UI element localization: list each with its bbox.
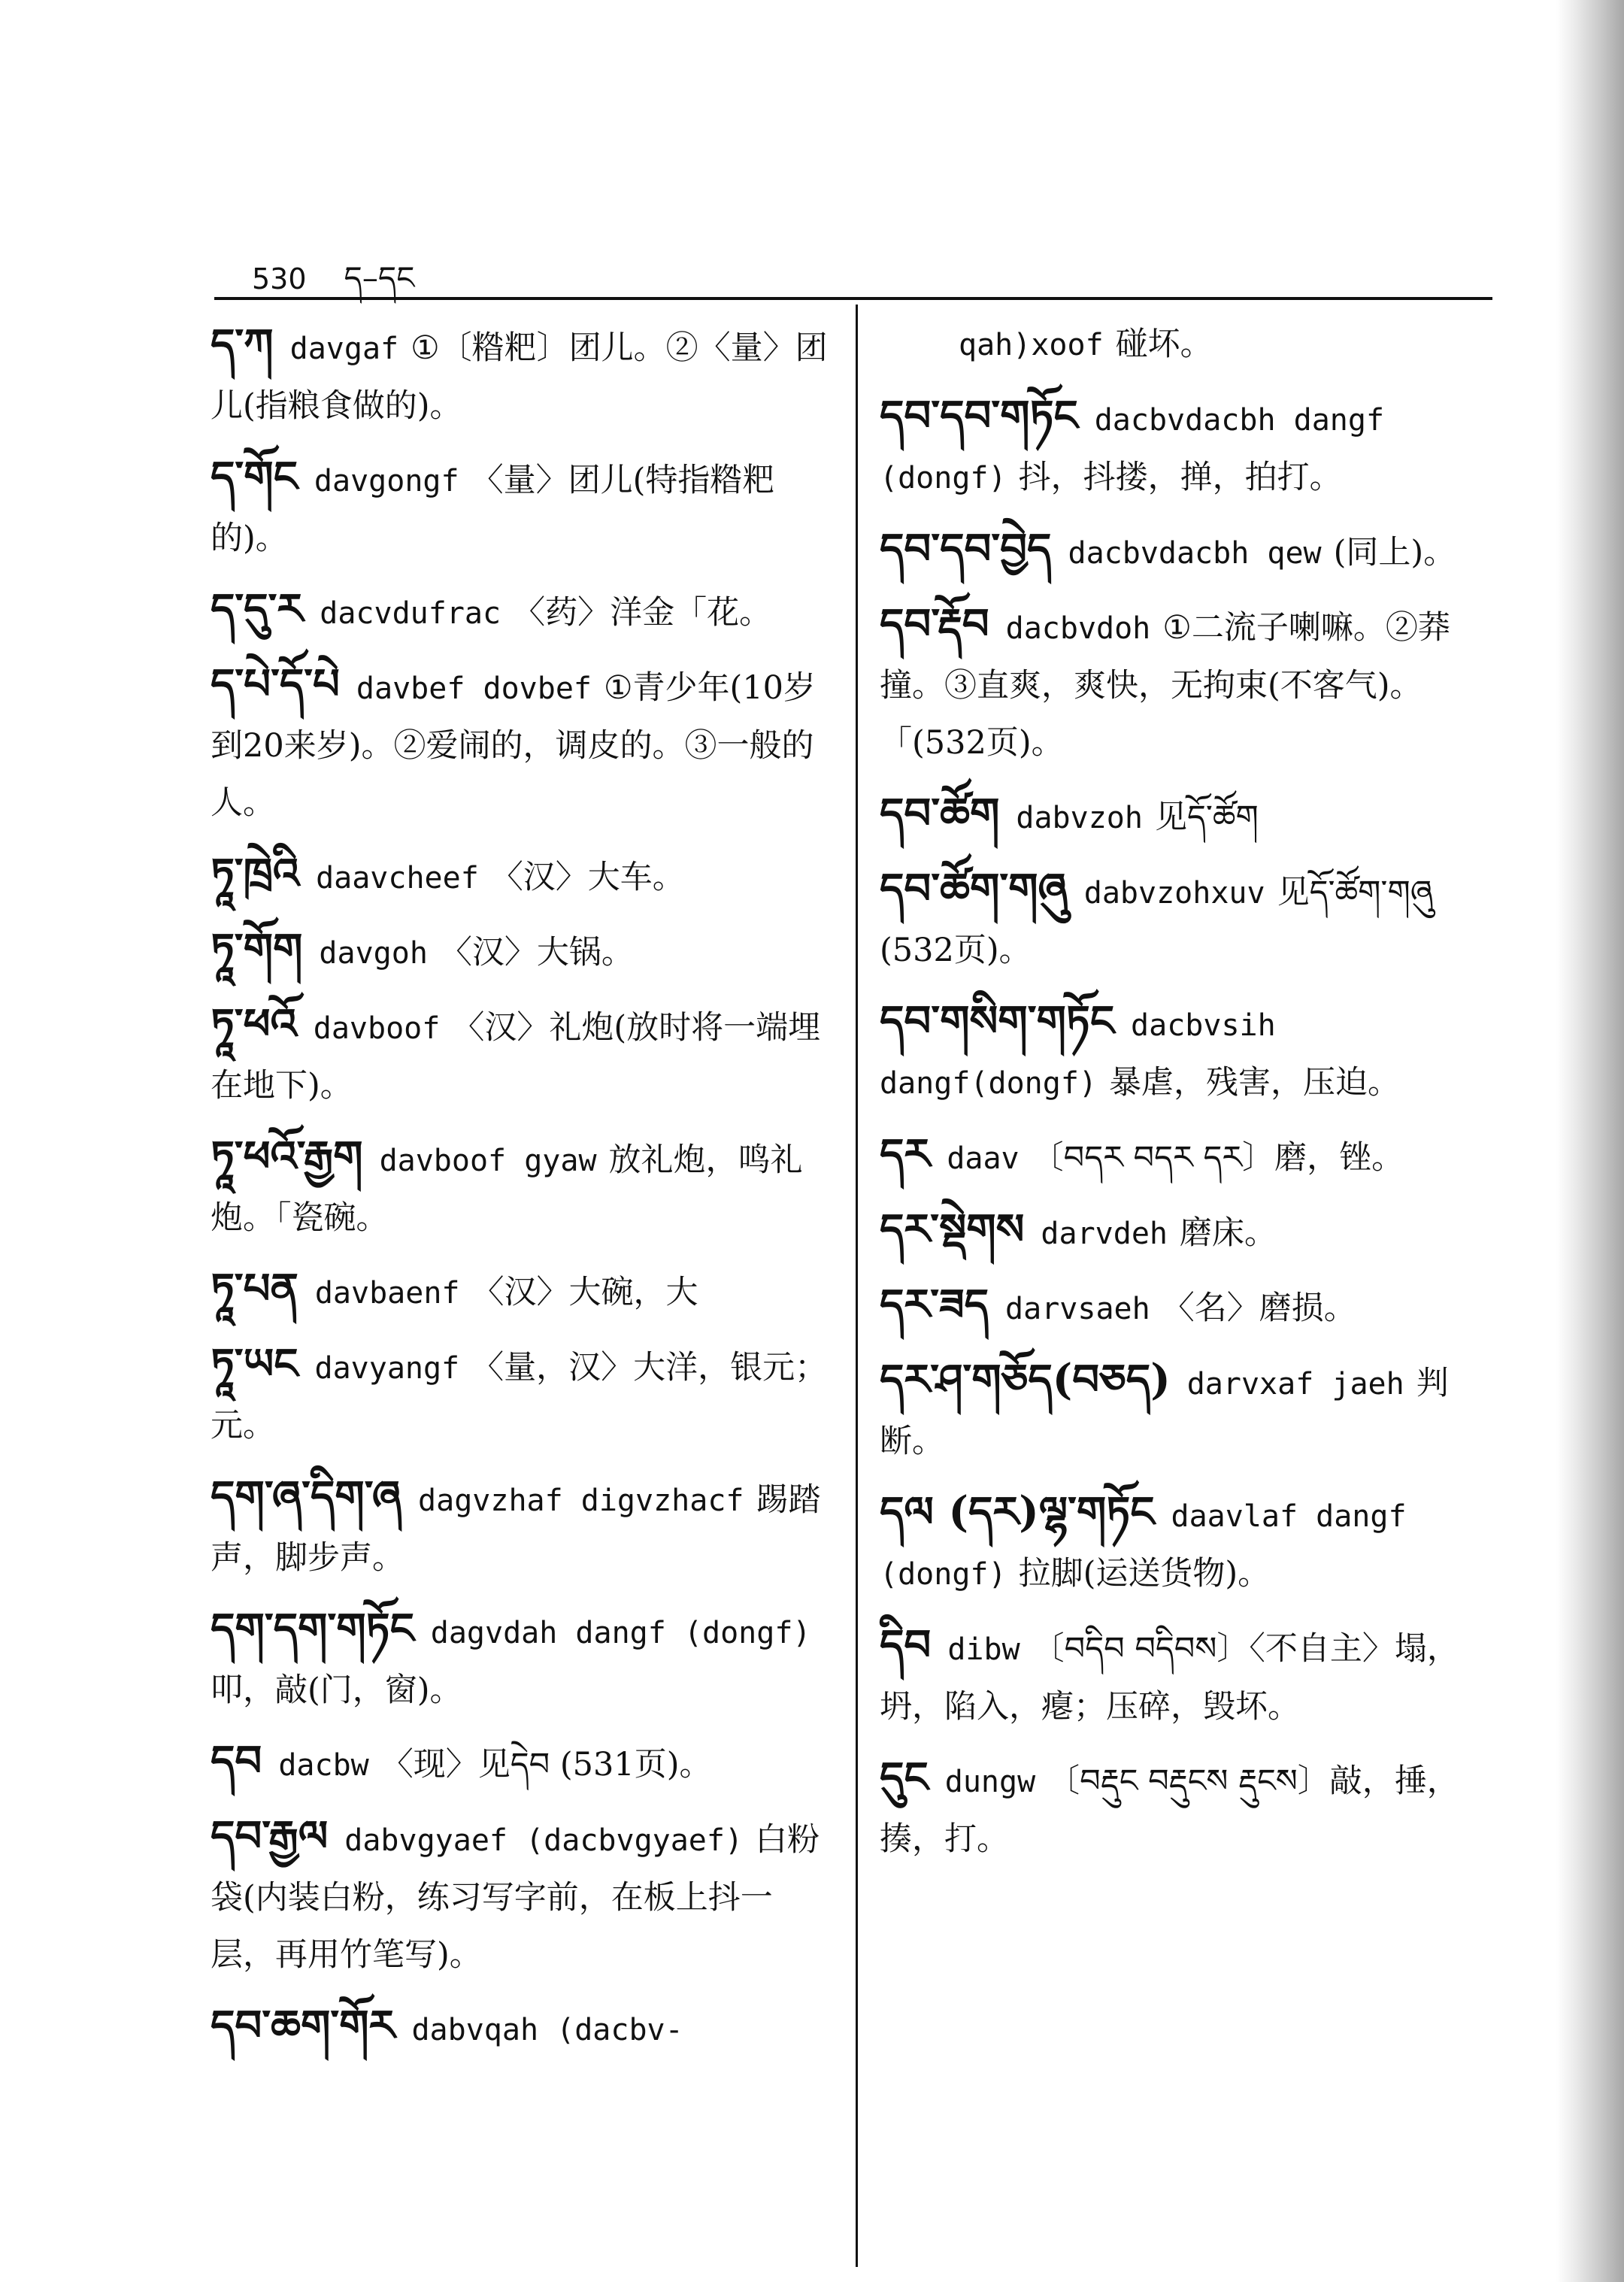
dictionary-entry (880, 1126, 1496, 1187)
entry-definition: 见དོ་ཚོག་གཞུ (532页)。 (880, 874, 1433, 969)
entry-headword: ད་གོང (211, 452, 298, 502)
entry-romanization: dacvdufrac (320, 596, 501, 631)
entry-headword: ད་པེ་དོ་པེ (211, 659, 340, 709)
entry-definition: 碰坏。 (1115, 326, 1213, 363)
entry-romanization: dabvgyaef (dacbvgyaef) (344, 1823, 744, 1858)
entry-romanization: darvdeh (1041, 1217, 1168, 1251)
entry-romanization: daavlaf dangf (dongf) (880, 1499, 1407, 1592)
entry-definition: 〈汉〉大车。 (490, 859, 685, 896)
entry-definition: 放礼炮，鸣礼炮。「瓷碗。 (211, 1141, 803, 1237)
entry-romanization: davgoh (319, 936, 428, 971)
entry-headword: ད་ཀ (211, 320, 274, 369)
entry-headword: ད་དུ་ར (211, 584, 304, 634)
entry-definition: 暴虐，残害，压迫。 (1108, 1064, 1400, 1102)
entry-headword: ཏཱ་ཡང (211, 1339, 298, 1389)
entry-definition: 〈名〉磨损。 (1162, 1289, 1356, 1327)
dictionary-entry (880, 387, 1496, 507)
entry-romanization: dacbvdacbh dangf (dongf) (880, 403, 1385, 495)
entry-headword: དལ (དར)ལྷ་གཏོང (880, 1487, 1155, 1537)
entry-definition: (同上)。 (1333, 534, 1456, 571)
entry-definition: 拉脚(运送货物)。 (1018, 1555, 1271, 1593)
dictionary-entry (880, 1201, 1496, 1262)
entry-romanization: dagvdah dangf (dongf) (430, 1616, 811, 1650)
entry-headword: དུང (880, 1753, 929, 1802)
entry-headword: དབ་རྡོབ (880, 599, 989, 649)
dictionary-entry (880, 316, 1496, 374)
entry-romanization: dungw (944, 1765, 1036, 1799)
entry-romanization: davgaf (289, 332, 399, 366)
entry-definition: 〔བདིབ བདིབས〕〈不自主〉塌，坍，陷入，瘪；压碎，毁坏。 (880, 1630, 1459, 1726)
page-number: 530 (252, 262, 307, 295)
dictionary-entry (880, 596, 1496, 771)
dictionary-entry (211, 580, 835, 642)
dictionary-entry (211, 1732, 835, 1794)
entry-definition: 白粉袋(内装白粉，练习写字前，在板上抖一层，再用竹笔写)。 (211, 1821, 820, 1974)
entry-headword: དར་ཟད (880, 1280, 989, 1329)
book-spine-shadow (1556, 0, 1624, 2282)
entry-romanization: dacbvdacbh qew (1068, 536, 1322, 571)
entry-headword: དབ (211, 1736, 262, 1786)
dictionary-entry (880, 1483, 1496, 1603)
entry-headword: དར་ཤ་གཅོད(བཅད) (880, 1355, 1171, 1405)
dictionary-entry (211, 845, 835, 907)
entry-headword: དར (880, 1129, 931, 1179)
entry-romanization: davboof gyaw (379, 1144, 597, 1178)
entry-definition: 〈药〉洋金「花。 (513, 594, 772, 632)
left-column (211, 316, 835, 2072)
entry-definition: 〈汉〉大锅。 (439, 934, 634, 971)
entry-definition: ①二流子喇嘛。②莽撞。③直爽，爽快，无拘束(不客气)。「(532页)。 (880, 609, 1450, 762)
entry-definition: 〔བརྡུང བརྡུངས རྡུངས〕敲，捶，揍，打。 (880, 1762, 1459, 1858)
entry-headword: དག་ཞ་དིག་ཞ (211, 1471, 402, 1521)
dictionary-entry (211, 1468, 835, 1586)
entry-romanization: dacbvsih dangf(dongf) (880, 1008, 1276, 1101)
entry-headword: དབ་ཚོག་གཞུ (880, 864, 1068, 914)
entry-headword: ཏཱ་ཁྲེའི (211, 849, 300, 899)
dictionary-entry (211, 1808, 835, 1983)
entry-romanization: daav (947, 1141, 1020, 1176)
dictionary-entry (880, 1749, 1496, 1868)
entry-definition: 踢踏声，脚步声。 (211, 1481, 821, 1577)
dictionary-entry (880, 1351, 1496, 1470)
header-rule (214, 297, 1492, 300)
column-divider (856, 305, 858, 2267)
entry-headword: ཏཱ་ཕའོ (211, 999, 297, 1049)
entry-romanization: qah)xoof (959, 328, 1104, 362)
entry-romanization: davbef dovbef (356, 671, 592, 706)
dictionary-entry (880, 1617, 1496, 1735)
entry-headword: ཏཱ་གོག (211, 924, 303, 974)
entry-romanization: dabvqah (dacbv- (411, 2013, 683, 2047)
entry-romanization: darvxaf jaeh (1186, 1367, 1404, 1402)
entry-romanization: davyangf (314, 1351, 460, 1386)
dictionary-entry (880, 860, 1496, 979)
dictionary-entry (880, 520, 1496, 582)
entry-headword: དར་སྡེགས (880, 1205, 1025, 1254)
dictionary-entry (211, 920, 835, 982)
entry-definition: 抖，抖搂，掸，拍打。 (1018, 459, 1342, 496)
entry-definition: 见དོ་ཚོག (1154, 799, 1259, 836)
entry-definition: 叩，敲(门，窗)。 (211, 1671, 462, 1709)
entry-definition: 〈现〉见དེབ (531页)。 (380, 1746, 712, 1783)
entry-romanization: dacbw (278, 1748, 369, 1783)
guide-words: ད–དང (344, 259, 415, 296)
entry-headword: དབ་དབ་བྱེད (880, 524, 1052, 574)
entry-definition: 〈汉〉大碗，大 (471, 1274, 698, 1311)
dictionary-entry (211, 1128, 835, 1247)
entry-romanization: daavcheef (316, 861, 479, 896)
entry-headword: དབ་དབ་གཏོང (880, 391, 1078, 441)
entry-headword: དབ་ཚོག (880, 789, 1000, 838)
dictionary-entry (880, 993, 1496, 1112)
dictionary-entry (880, 785, 1496, 847)
entry-headword: དིབ (880, 1620, 932, 1670)
entry-romanization: dacbvdoh (1005, 611, 1151, 646)
entry-headword: དབ་རྒྱལ (211, 1811, 329, 1861)
entry-headword: དབ་ཆག་གོར (211, 2001, 395, 2050)
entry-definition: 〔བདར བདར དར〕磨，锉。 (1031, 1139, 1404, 1177)
entry-romanization: dibw (947, 1632, 1020, 1667)
entry-definition: ①〔糌粑〕团儿。②〈量〉团儿(指粮食做的)。 (211, 329, 828, 425)
entry-romanization: dabvzoh (1016, 801, 1143, 835)
entry-romanization: darvsaeh (1005, 1292, 1150, 1326)
entry-headword: དག་དག་གཏོང (211, 1604, 414, 1653)
dictionary-entry (211, 1260, 835, 1322)
dictionary-entry (211, 996, 835, 1114)
entry-romanization: dabvzohxuv (1083, 876, 1265, 911)
dictionary-entry (211, 316, 835, 435)
right-column (880, 316, 1496, 1881)
dictionary-entry (211, 1335, 835, 1454)
entry-definition: 〈汉〉礼炮(放时将一端埋在地下)。 (211, 1009, 821, 1105)
entry-headword: དབ་གསིག་གཏོང (880, 996, 1115, 1046)
entry-romanization: davboof (313, 1011, 441, 1046)
dictionary-entry (211, 448, 835, 567)
dictionary-entry (211, 1997, 835, 2059)
entry-headword: ཏཱ་ཕའོ་རྒྱག (211, 1132, 363, 1181)
entry-definition: 判断。 (880, 1365, 1449, 1460)
entry-romanization: davbaenf (314, 1276, 460, 1311)
entry-romanization: dagvzhaf digvzhacf (418, 1483, 744, 1518)
entry-romanization: davgongf (314, 464, 459, 499)
entry-definition: 磨床。 (1180, 1214, 1277, 1252)
dictionary-entry (211, 656, 835, 832)
dictionary-entry (211, 1600, 835, 1719)
entry-definition: 〈量〉团儿(特指糌粑的)。 (211, 462, 775, 557)
entry-definition: 〈量，汉〉大洋，银元；元。 (211, 1349, 828, 1444)
entry-headword: ཏཱ་པན (211, 1264, 298, 1314)
dictionary-entry (880, 1276, 1496, 1338)
entry-definition: ①青少年(10岁到20来岁)。②爱闹的，调皮的。③一般的人。 (211, 669, 817, 822)
